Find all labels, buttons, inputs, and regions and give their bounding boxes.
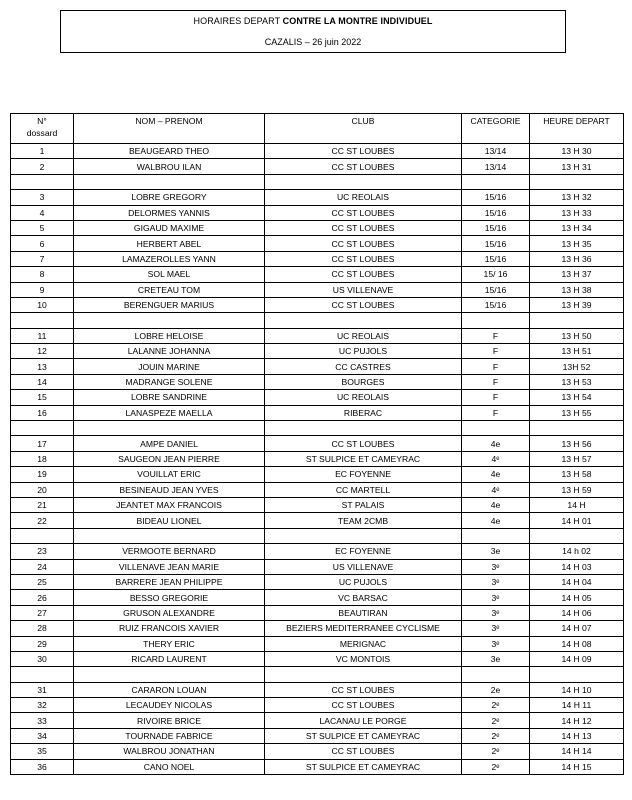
table-row (11, 636, 624, 651)
empty-cell (265, 528, 462, 543)
start-time-cell: 14 h 02 (530, 544, 624, 559)
name-cell: TOURNADE FABRICE (74, 728, 265, 743)
start-time-cell: 13 H 39 (530, 297, 624, 312)
table-row (11, 328, 624, 343)
empty-cell (74, 528, 265, 543)
club-cell: CC ST LOUBES (265, 267, 462, 282)
table-row (11, 374, 624, 389)
club-cell: CC MARTELL (265, 482, 462, 497)
table-row (11, 205, 624, 220)
start-time-cell: 13 H 38 (530, 282, 624, 297)
name-cell: LOBRE HELOISE (74, 328, 265, 343)
empty-cell (530, 421, 624, 436)
category-cell: F (462, 374, 530, 389)
empty-cell (265, 174, 462, 189)
col-header-dossard: N° dossard (11, 114, 74, 144)
dossard-cell: 22 (11, 513, 74, 528)
dossard-cell: 3 (11, 190, 74, 205)
category-cell: 4ᵉ (462, 451, 530, 466)
club-cell: ST SULPICE ET CAMEYRAC (265, 451, 462, 466)
category-cell: F (462, 405, 530, 420)
start-time-cell: 13 H 53 (530, 374, 624, 389)
table-row (11, 590, 624, 605)
table-row (11, 405, 624, 420)
dossard-cell: 5 (11, 220, 74, 235)
category-cell: 15/16 (462, 297, 530, 312)
dossard-cell: 35 (11, 744, 74, 759)
empty-cell (265, 313, 462, 328)
dossard-cell: 20 (11, 482, 74, 497)
club-cell: LACANAU LE PORGE (265, 713, 462, 728)
club-cell: UC REOLAIS (265, 328, 462, 343)
name-cell: JOUIN MARINE (74, 359, 265, 374)
category-cell: 3ᵉ (462, 621, 530, 636)
start-time-cell: 13 H 30 (530, 144, 624, 159)
category-cell: 4e (462, 513, 530, 528)
category-cell: 3ᵉ (462, 636, 530, 651)
empty-cell (265, 421, 462, 436)
table-row (11, 621, 624, 636)
name-cell: MADRANGE SOLENE (74, 374, 265, 389)
name-cell: BARRERE JEAN PHILIPPE (74, 574, 265, 589)
start-time-cell: 13 H 50 (530, 328, 624, 343)
name-cell: CANO NOEL (74, 759, 265, 774)
start-time-cell: 13 H 55 (530, 405, 624, 420)
start-time-cell: 13 H 59 (530, 482, 624, 497)
start-time-cell: 14 H 07 (530, 621, 624, 636)
category-cell: 15/16 (462, 251, 530, 266)
name-cell: LOBRE GREGORY (74, 190, 265, 205)
table-row (11, 682, 624, 697)
name-cell: RUIZ FRANCOIS XAVIER (74, 621, 265, 636)
club-cell: CC CASTRES (265, 359, 462, 374)
category-cell: 13/14 (462, 159, 530, 174)
club-cell: VC BARSAC (265, 590, 462, 605)
start-time-cell: 13 H 34 (530, 220, 624, 235)
title-prefix: HORAIRES DEPART (193, 16, 283, 26)
category-cell: 2e (462, 682, 530, 697)
dossard-cell: 15 (11, 390, 74, 405)
dossard-cell: 18 (11, 451, 74, 466)
category-cell: 4e (462, 497, 530, 512)
name-cell: BESSO GREGORIE (74, 590, 265, 605)
dossard-cell: 27 (11, 605, 74, 620)
start-time-cell: 14 H 08 (530, 636, 624, 651)
dossard-cell: 31 (11, 682, 74, 697)
club-cell: CC ST LOUBES (265, 144, 462, 159)
dossard-cell: 14 (11, 374, 74, 389)
club-cell: US VILLENAVE (265, 559, 462, 574)
empty-cell (462, 528, 530, 543)
table-row (11, 728, 624, 743)
category-cell: 2ᵉ (462, 728, 530, 743)
name-cell: CARARON LOUAN (74, 682, 265, 697)
table-row (11, 359, 624, 374)
name-cell: VOUILLAT ERIC (74, 467, 265, 482)
category-cell: 4ᵉ (462, 482, 530, 497)
table-body (11, 144, 624, 775)
name-cell: SOL MAEL (74, 267, 265, 282)
start-time-cell: 13 H 58 (530, 467, 624, 482)
table-row (11, 497, 624, 512)
empty-cell (462, 421, 530, 436)
start-time-cell: 13 H 57 (530, 451, 624, 466)
dossard-cell: 33 (11, 713, 74, 728)
col-header-club: CLUB (265, 114, 462, 144)
dossard-cell: 4 (11, 205, 74, 220)
group-separator-row (11, 528, 624, 543)
category-cell: 4e (462, 467, 530, 482)
name-cell: LALANNE JOHANNA (74, 344, 265, 359)
empty-cell (462, 174, 530, 189)
club-cell: BOURGES (265, 374, 462, 389)
table-row (11, 713, 624, 728)
dossard-cell: 25 (11, 574, 74, 589)
empty-cell (74, 174, 265, 189)
dossard-cell: 1 (11, 144, 74, 159)
category-cell: F (462, 344, 530, 359)
club-cell: CC ST LOUBES (265, 682, 462, 697)
category-cell: 15/16 (462, 205, 530, 220)
start-time-cell: 13 H 33 (530, 205, 624, 220)
name-cell: DELORMES YANNIS (74, 205, 265, 220)
dossard-cell: 10 (11, 297, 74, 312)
category-cell: 3e (462, 544, 530, 559)
club-cell: UC REOLAIS (265, 190, 462, 205)
table-row (11, 744, 624, 759)
table-row (11, 436, 624, 451)
club-cell: BEZIERS MEDITERRANEE CYCLISME (265, 621, 462, 636)
club-cell: EC FOYENNE (265, 467, 462, 482)
dossard-cell: 29 (11, 636, 74, 651)
dossard-cell: 36 (11, 759, 74, 774)
empty-cell (530, 667, 624, 682)
category-cell: F (462, 390, 530, 405)
group-separator-row (11, 667, 624, 682)
name-cell: WALBROU ILAN (74, 159, 265, 174)
start-time-cell: 13 H 56 (530, 436, 624, 451)
dossard-cell: 21 (11, 497, 74, 512)
name-cell: LANASPEZE MAELLA (74, 405, 265, 420)
club-cell: ST SULPICE ET CAMEYRAC (265, 759, 462, 774)
start-time-cell: 13H 52 (530, 359, 624, 374)
name-cell: LOBRE SANDRINE (74, 390, 265, 405)
group-separator-row (11, 174, 624, 189)
category-cell: 3ᵉ (462, 559, 530, 574)
club-cell: UC PUJOLS (265, 574, 462, 589)
name-cell: VILLENAVE JEAN MARIE (74, 559, 265, 574)
club-cell: TEAM 2CMB (265, 513, 462, 528)
table-row (11, 344, 624, 359)
dossard-cell: 17 (11, 436, 74, 451)
category-cell: 15/16 (462, 236, 530, 251)
table-row (11, 513, 624, 528)
club-cell: CC ST LOUBES (265, 297, 462, 312)
name-cell: BEAUGEARD THEO (74, 144, 265, 159)
table-row (11, 282, 624, 297)
start-time-cell: 14 H 01 (530, 513, 624, 528)
empty-cell (11, 421, 74, 436)
club-cell: BEAUTIRAN (265, 605, 462, 620)
table-row (11, 544, 624, 559)
dossard-cell: 11 (11, 328, 74, 343)
name-cell: BIDEAU LIONEL (74, 513, 265, 528)
name-cell: GIGAUD MAXIME (74, 220, 265, 235)
dossard-cell: 30 (11, 651, 74, 666)
empty-cell (462, 313, 530, 328)
start-time-cell: 14 H 14 (530, 744, 624, 759)
category-cell: 3ᵉ (462, 605, 530, 620)
club-cell: CC ST LOUBES (265, 205, 462, 220)
table-row (11, 297, 624, 312)
club-cell: CC ST LOUBES (265, 744, 462, 759)
category-cell: 2ᵉ (462, 713, 530, 728)
table-row (11, 559, 624, 574)
start-time-cell: 14 H 09 (530, 651, 624, 666)
table-row (11, 144, 624, 159)
club-cell: ST SULPICE ET CAMEYRAC (265, 728, 462, 743)
empty-cell (11, 174, 74, 189)
table-row (11, 236, 624, 251)
empty-cell (265, 667, 462, 682)
title-bold: CONTRE LA MONTRE INDIVIDUEL (282, 16, 433, 26)
dossard-cell: 19 (11, 467, 74, 482)
empty-cell (462, 667, 530, 682)
dossard-cell: 16 (11, 405, 74, 420)
club-cell: CC ST LOUBES (265, 698, 462, 713)
club-cell: MERIGNAC (265, 636, 462, 651)
category-cell: F (462, 359, 530, 374)
start-time-cell: 14 H 05 (530, 590, 624, 605)
dossard-cell: 23 (11, 544, 74, 559)
name-cell: WALBROU JONATHAN (74, 744, 265, 759)
empty-cell (11, 667, 74, 682)
dossard-cell: 8 (11, 267, 74, 282)
table-row (11, 482, 624, 497)
col-header-start-time: HEURE DEPART (530, 114, 624, 144)
table-row (11, 651, 624, 666)
name-cell: VERMOOTE BERNARD (74, 544, 265, 559)
category-cell: 3ᵉ (462, 590, 530, 605)
club-cell: CC ST LOUBES (265, 220, 462, 235)
empty-cell (74, 667, 265, 682)
table-row (11, 251, 624, 266)
name-cell: SAUGEON JEAN PIERRE (74, 451, 265, 466)
document-header (60, 10, 566, 53)
table-row (11, 759, 624, 774)
table-row (11, 159, 624, 174)
start-time-cell: 14 H 04 (530, 574, 624, 589)
col-header-category: CATEGORIE (462, 114, 530, 144)
dossard-cell: 7 (11, 251, 74, 266)
start-time-cell: 14 H 12 (530, 713, 624, 728)
table-row (11, 190, 624, 205)
empty-cell (530, 313, 624, 328)
category-cell: 4e (462, 436, 530, 451)
club-cell: CC ST LOUBES (265, 159, 462, 174)
name-cell: CRETEAU TOM (74, 282, 265, 297)
start-time-cell: 13 H 35 (530, 236, 624, 251)
name-cell: LAMAZEROLLES YANN (74, 251, 265, 266)
category-cell: 2ᵉ (462, 698, 530, 713)
name-cell: JEANTET MAX FRANCOIS (74, 497, 265, 512)
dossard-cell: 28 (11, 621, 74, 636)
category-cell: 3ᵉ (462, 574, 530, 589)
club-cell: UC PUJOLS (265, 344, 462, 359)
dossard-cell: 12 (11, 344, 74, 359)
name-cell: RICARD LAURENT (74, 651, 265, 666)
club-cell: US VILLENAVE (265, 282, 462, 297)
table-row (11, 467, 624, 482)
group-separator-row (11, 421, 624, 436)
club-cell: VC MONTOIS (265, 651, 462, 666)
col-header-name: NOM – PRENOM (74, 114, 265, 144)
dossard-cell: 34 (11, 728, 74, 743)
table-header-row (11, 114, 624, 144)
start-time-cell: 13 H 37 (530, 267, 624, 282)
start-time-cell: 14 H 15 (530, 759, 624, 774)
empty-cell (530, 174, 624, 189)
name-cell: LECAUDEY NICOLAS (74, 698, 265, 713)
category-cell: 15/16 (462, 220, 530, 235)
start-time-cell: 14 H (530, 497, 624, 512)
club-cell: CC ST LOUBES (265, 436, 462, 451)
start-time-cell: 14 H 11 (530, 698, 624, 713)
empty-cell (74, 421, 265, 436)
dossard-cell: 13 (11, 359, 74, 374)
start-time-cell: 13 H 32 (530, 190, 624, 205)
table-row (11, 698, 624, 713)
empty-cell (11, 313, 74, 328)
club-cell: ST PALAIS (265, 497, 462, 512)
start-time-cell: 14 H 13 (530, 728, 624, 743)
start-time-cell: 14 H 03 (530, 559, 624, 574)
start-time-cell: 14 H 10 (530, 682, 624, 697)
club-cell: EC FOYENNE (265, 544, 462, 559)
start-time-cell: 13 H 51 (530, 344, 624, 359)
dossard-cell: 2 (11, 159, 74, 174)
category-cell: F (462, 328, 530, 343)
empty-cell (530, 528, 624, 543)
start-time-cell: 13 H 54 (530, 390, 624, 405)
empty-cell (11, 528, 74, 543)
name-cell: HERBERT ABEL (74, 236, 265, 251)
name-cell: BESINEAUD JEAN YVES (74, 482, 265, 497)
empty-cell (74, 313, 265, 328)
name-cell: BERENGUER MARIUS (74, 297, 265, 312)
table-row (11, 574, 624, 589)
category-cell: 2ᵉ (462, 744, 530, 759)
start-times-table (10, 113, 624, 775)
table-row (11, 451, 624, 466)
group-separator-row (11, 313, 624, 328)
name-cell: THERY ERIC (74, 636, 265, 651)
start-time-cell: 13 H 31 (530, 159, 624, 174)
dossard-cell: 26 (11, 590, 74, 605)
table-row (11, 220, 624, 235)
dossard-cell: 32 (11, 698, 74, 713)
table-row (11, 267, 624, 282)
club-cell: CC ST LOUBES (265, 236, 462, 251)
document-subtitle: CAZALIS – 26 juin 2022 (264, 37, 362, 47)
dossard-cell: 24 (11, 559, 74, 574)
dossard-cell: 6 (11, 236, 74, 251)
document-title (61, 16, 565, 26)
name-cell: GRUSON ALEXANDRE (74, 605, 265, 620)
club-cell: RIBERAC (265, 405, 462, 420)
category-cell: 13/14 (462, 144, 530, 159)
club-cell: CC ST LOUBES (265, 251, 462, 266)
category-cell: 15/ 16 (462, 267, 530, 282)
table-row (11, 390, 624, 405)
category-cell: 15/16 (462, 190, 530, 205)
name-cell: RIVOIRE BRICE (74, 713, 265, 728)
start-time-cell: 13 H 36 (530, 251, 624, 266)
table-row (11, 605, 624, 620)
category-cell: 15/16 (462, 282, 530, 297)
dossard-cell: 9 (11, 282, 74, 297)
start-time-cell: 14 H 06 (530, 605, 624, 620)
name-cell: AMPE DANIEL (74, 436, 265, 451)
category-cell: 2ᵉ (462, 759, 530, 774)
category-cell: 3e (462, 651, 530, 666)
club-cell: UC REOLAIS (265, 390, 462, 405)
